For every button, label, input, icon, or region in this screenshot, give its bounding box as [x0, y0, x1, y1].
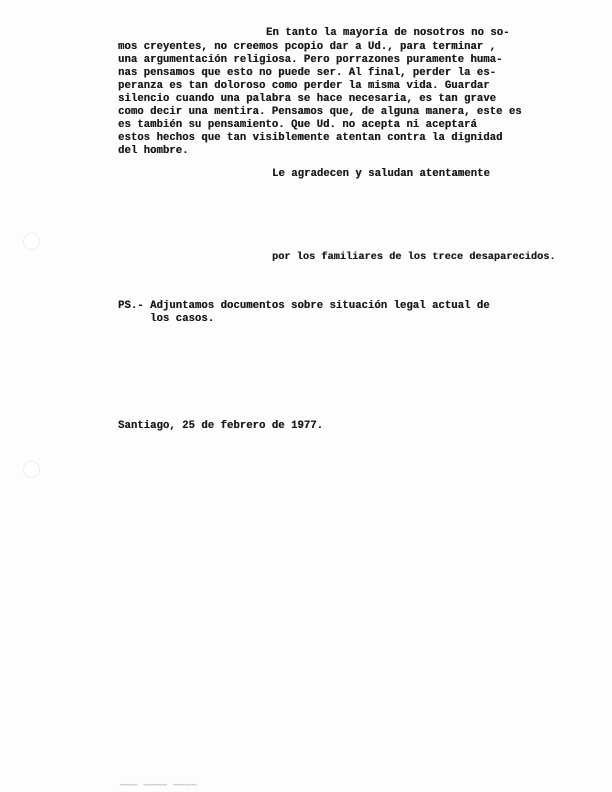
faint-bleed-through-mark: ▁▁▁ ▁▁▁▁ ▁▁▁▁	[120, 776, 197, 786]
paragraph-line: mos creyentes, no creemos pcopio dar a Ud., para terminar ,	[118, 41, 497, 53]
paragraph-line: silencio cuando una palabra se hace necesaria, es tan grave	[118, 93, 497, 105]
paragraph-line: peranza es tan doloroso como perder la misma vida. Guardar	[118, 80, 490, 92]
punch-hole-top	[24, 234, 39, 249]
paragraph-line: En tanto la mayoría de nosotros no so-	[266, 27, 510, 39]
date-line: Santiago, 25 de febrero de 1977.	[118, 420, 324, 432]
closing-line: Le agradecen y saludan atentamente	[272, 168, 490, 180]
postscript-line: PS.- Adjuntamos documentos sobre situación legal actual de	[118, 300, 490, 312]
paragraph-line: del hombre.	[118, 145, 189, 157]
punch-hole-bottom	[24, 462, 39, 477]
paragraph-line: nas pensamos que esto no puede ser. Al final, perder la es-	[118, 67, 497, 79]
signature-line: por los familiares de los trece desaparecidos.	[272, 252, 556, 263]
paragraph-line: estos hechos que tan visiblemente atentan contra la dignidad	[118, 132, 503, 144]
paragraph-line: es también su pensamiento. Que Ud. no acepta ni aceptará	[118, 119, 477, 131]
postscript-line: los casos.	[118, 313, 215, 325]
paragraph-line: como decir una mentira. Pensamos que, de alguna manera, este es	[118, 106, 522, 118]
paragraph-line: una argumentación religiosa. Pero porrazones puramente huma-	[118, 54, 503, 66]
